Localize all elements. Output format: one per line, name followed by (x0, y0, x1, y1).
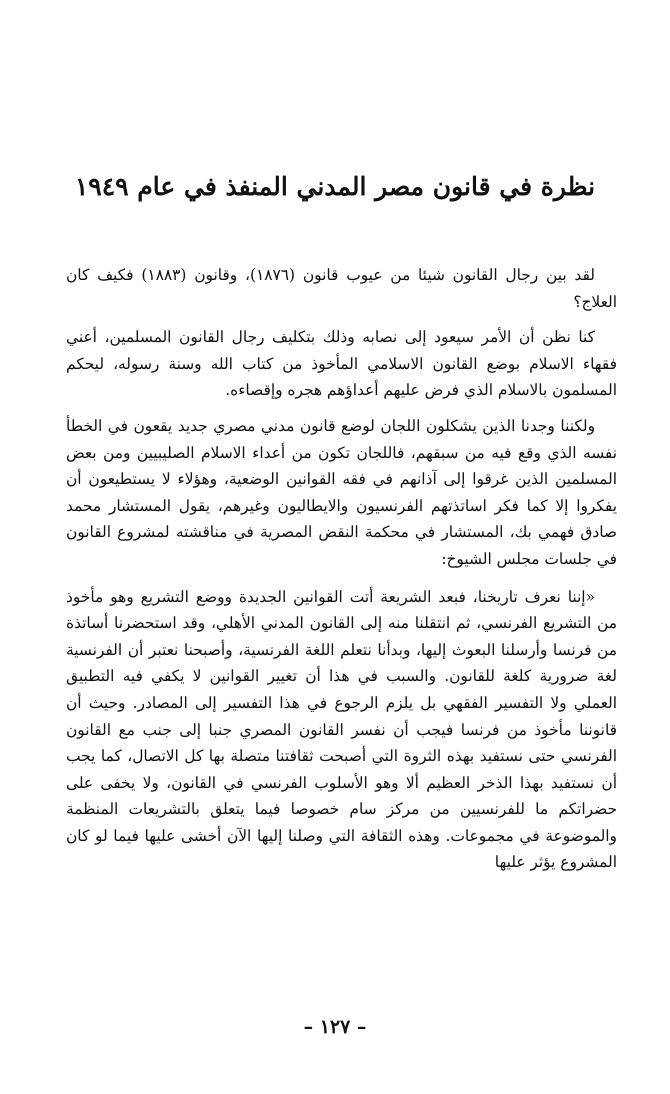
quote-paragraph: «إننا نعرف تاريخنا، فبعد الشريعة أتت القوانين الجديدة ووضع التشريع وهو مأخوذ من التشريع الفرنسي، ثم انتقلنا منه إلى القانون المدني الأهلي، وقد استحضرنا أساتذة من فرنسا وأرسلنا البعوث إليها، وبدأنا نتعلم اللغة الفرنسية، وأصبحنا نعتبر أن الفرنسية لغة ضرورية كلغة للقانون. والسبب في هذا أن تغيير القوانين لا يكفي فيه التطبيق العملي ولا التفسير الفقهي بل يلزم الرجوع في هذا التفسير إلى المصادر. وحيث أن قانوننا مأخوذ من فرنسا فيجب أن نفسر القانون المصري جنبا إلى جنب مع القانون الفرنسي حتى نستفيد بهذه الثروة التي أصبحت ثقافتنا متصلة بها كل الاتصال، كما يجب أن نستفيد بهذا الذخر العظيم ألا وهو الأسلوب الفرنسي في القانون، ولا يخفى على حضراتكم ما للفرنسيين من مركز سام خصوصا فيما يتعلق بالتشريعات المنظمة والموضوعة في مجموعات. وهذه الثقافة التي وصلنا إليها الآن أخشى عليها فيما لو كان المشروع يؤثر عليها (66, 587, 617, 872)
chapter-title: نظرة في قانون مصر المدني المنفذ في عام ١٩٤٩ (74, 172, 596, 201)
page-number: – ١٢٧ – (303, 1016, 367, 1038)
page-body (66, 262, 617, 876)
paragraph-2: كنا نظن أن الأمر سيعود إلى نصابه وذلك بتكليف رجال القانون المسلمين، أعني فقهاء الاسلام بوضع القانون الاسلامي المأخوذ من كتاب الله وسنة رسوله، ليحكم المسلمون بالاسلام الذي فرض عليهم أعداؤهم هجره وإقصاءه. (66, 328, 617, 400)
paragraph-3: ولكننا وجدنا الذين يشكلون اللجان لوضع قانون مدني مصري جديد يقعون في الخطأ نفسه الذي وقع فيه من سبقهم، فاللجان تكون من أعداء الاسلام الصليبيين ومن بعض المسلمين الذين غرقوا إلى آذانهم في فقه القوانين الوضعية، وهؤلاء لا يستطيعون أن يفكروا إلا كما فكر اساتذتهم الفرنسيون والايطاليون وغيرهم، يقول المستشار محمد صادق فهمي بك، المستشار في محكمة النقض المصرية في مناقشته لمشروع القانون في جلسات مجلس الشيوخ: (66, 416, 617, 568)
paragraph-1: لقد بين رجال القانون شيئا من عيوب قانون (١٨٧٦)، وقانون (١٨٨٣) فكيف كان العلاج؟ (66, 266, 617, 311)
